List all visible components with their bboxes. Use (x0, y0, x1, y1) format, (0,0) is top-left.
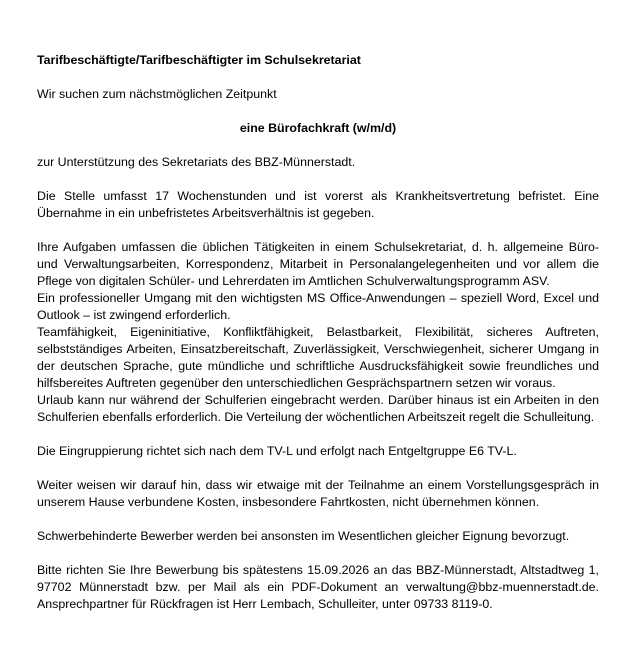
spacer (37, 222, 599, 239)
intro-text: Wir suchen zum nächstmöglichen Zeitpunkt (37, 87, 277, 101)
spacer (37, 426, 599, 443)
document-title: Tarifbeschäftigte/Tarifbeschäftigter im Schulsekretariat (37, 53, 361, 67)
scope-paragraph: Die Stelle umfasst 17 Wochenstunden und ist vorerst als Krankheitsvertretung befristet. Eine Übernahme in ein unbefristetes Arbeitsverhältnis ist gegeben. (37, 189, 599, 220)
disability-paragraph: Schwerbehinderte Bewerber werden bei ansonsten im Wesentlichen gleicher Eignung bevorzugt. (37, 529, 570, 543)
spacer (37, 137, 599, 154)
position-title: eine Bürofachkraft (w/m/d) (239, 121, 397, 135)
tasks-paragraph: Ihre Aufgaben umfassen die üblichen Tätigkeiten in einem Schulsekretariat, d. h. allgemeine Büro- und Verwaltungsarbeiten, Korrespondenz, Mitarbeit in Personalangelegenheiten und vor allem die Pflege von digitalen Schüler- und Lehrerdaten im Amtlichen Schulverwaltungsprogramm ASV. (37, 240, 599, 288)
costs-paragraph: Weiter weisen wir darauf hin, dass wir etwaige mit der Teilnahme an einem Vorstellungsgespräch in unserem Hause verbundene Kosten, insbesondere Fahrtkosten, nicht übernehmen können. (37, 478, 599, 509)
spacer (37, 460, 599, 477)
pay-paragraph: Die Eingruppierung richtet sich nach dem TV-L und erfolgt nach Entgeltgruppe E6 TV-L. (37, 444, 517, 458)
job-posting-document (37, 52, 599, 613)
support-text: zur Unterstützung des Sekretariats des BBZ-Münnerstadt. (37, 155, 356, 169)
soft-skills-paragraph: Teamfähigkeit, Eigeninitiative, Konfliktfähigkeit, Belastbarkeit, Flexibilität, sicheres Auftreten, selbstständiges Arbeiten, Einsatzbereitschaft, Zuverlässigkeit, Verschwiegenheit, sicherer Umgang in der deutschen Sprache, gute mündliche und schriftliche Ausdrucksfähigkeit sowie freundliches und hilfsbereites Auftreten gegenüber den unterschiedlichen Gesprächspartnern setzen wir voraus. (37, 325, 599, 390)
vacation-paragraph: Urlaub kann nur während der Schulferien eingebracht werden. Darüber hinaus ist ein Arbeiten in den Schulferien ebenfalls erforderlich. Die Verteilung der wöchentlichen Arbeitszeit regelt die Schulleitung. (37, 393, 599, 424)
application-paragraph: Bitte richten Sie Ihre Bewerbung bis spätestens 15.09.2026 an das BBZ-Münnerstadt, Altstadtweg 1, 97702 Münnerstadt bzw. per Mail als ein PDF-Dokument an verwaltung@bbz-muennerstadt.de. Ansprechpartner für Rückfragen ist Herr Lembach, Schulleiter, unter 09733 8119-0. (37, 563, 599, 611)
office-skills-paragraph: Ein professioneller Umgang mit den wichtigsten MS Office-Anwendungen – speziell Word, Excel und Outlook – ist zwingend erforderlich. (37, 291, 599, 322)
spacer (37, 511, 599, 528)
spacer (37, 545, 599, 562)
spacer (37, 69, 599, 86)
spacer (37, 171, 599, 188)
spacer (37, 103, 599, 120)
